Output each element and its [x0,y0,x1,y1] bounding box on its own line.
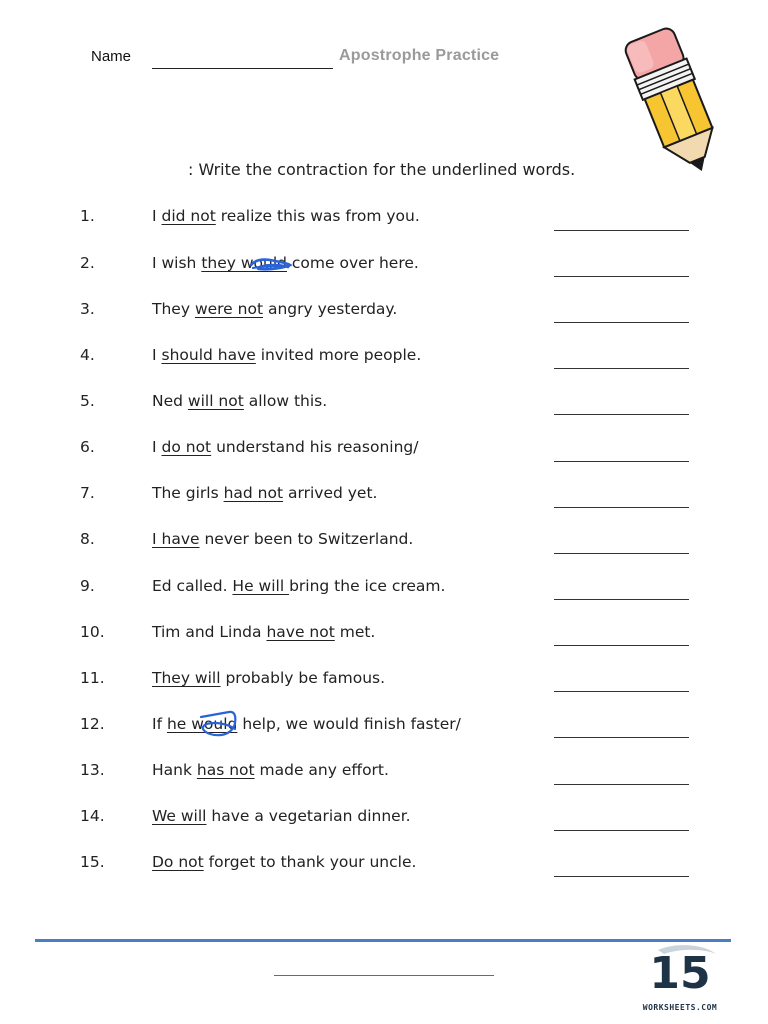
question-number: 4. [80,346,95,364]
name-label: Name [91,48,132,65]
question-text-before: I [152,346,162,364]
question-text-before: The girls [152,484,224,502]
question-text-after: realize this was from you. [215,207,420,225]
question-text-before: Tim and Linda [152,623,267,641]
underlined-words: did not [161,207,216,225]
underlined-words: has not [196,761,255,779]
footer-link-line[interactable] [274,975,494,976]
question-text-before: Ed called. [152,577,233,595]
question-text-before: I [152,207,162,225]
answer-line[interactable] [554,784,689,785]
worksheet-title: Apostrophe Practice [339,47,500,64]
underlined-words: they would [201,254,287,272]
question-number: 14. [80,807,105,825]
underlined-words: I have [152,530,200,548]
answer-line[interactable] [554,691,689,692]
question-number: 6. [80,438,95,456]
question-text-after: forget to thank your uncle. [203,853,417,871]
answer-line[interactable] [554,599,689,600]
question-text-after: allow this. [243,392,328,410]
question-number: 9. [80,577,95,595]
question-text-after: never been to Switzerland. [199,530,414,548]
answer-line[interactable] [554,276,689,277]
answer-line[interactable] [554,645,689,646]
answer-line[interactable] [554,414,689,415]
answer-line[interactable] [554,830,689,831]
question-text [152,392,542,410]
question-number: 1. [80,207,95,225]
worksheets-logo [636,944,726,1014]
question-number: 15. [80,853,105,871]
question-text-after: probably be famous. [220,669,386,687]
answer-line[interactable] [554,368,689,369]
question-text [152,438,542,456]
answer-line[interactable] [554,737,689,738]
underlined-words: Do not [152,853,204,871]
instructions-text: : Write the contraction for the underlined words. [188,160,576,179]
question-text [152,530,542,548]
question-text-after: met. [334,623,376,641]
answer-line[interactable] [554,461,689,462]
question-text [152,300,542,318]
underlined-words: We will [152,807,207,825]
footer-rule [35,939,731,942]
underlined-words: do not [161,438,212,456]
question-number: 12. [80,715,105,733]
question-text [152,807,542,825]
underlined-words: he would [166,715,238,733]
question-number: 5. [80,392,95,410]
underlined-words: should have [161,346,256,364]
underlined-words: He will [232,577,290,595]
answer-line[interactable] [554,876,689,877]
question-text [152,669,542,687]
question-text-after: arrived yet. [283,484,378,502]
question-text-before: They [152,300,195,318]
question-text-before: Ned [152,392,188,410]
question-text-after: have a vegetarian dinner. [206,807,411,825]
question-number: 3. [80,300,95,318]
question-text-after: come over here. [286,254,419,272]
question-text [152,254,542,272]
question-text [152,623,542,641]
underlined-words: had not [223,484,284,502]
question-text [152,577,542,595]
question-text-before: If [152,715,167,733]
answer-line[interactable] [554,507,689,508]
question-number: 13. [80,761,105,779]
question-number: 11. [80,669,105,687]
logo-caption: WORKSHEETS.COM [642,1003,718,1012]
question-text-after: angry yesterday. [263,300,398,318]
question-text [152,207,542,225]
question-text-before: I [152,438,162,456]
pencil-icon [620,22,730,182]
question-number: 2. [80,254,95,272]
question-text [152,761,542,779]
question-text-after: invited more people. [255,346,422,364]
underlined-words: were not [194,300,264,318]
question-text-after: help, we would finish faster/ [237,715,461,733]
question-text-before: I wish [152,254,202,272]
underlined-words: will not [187,392,244,410]
question-text-after: bring the ice cream. [289,577,446,595]
answer-line[interactable] [554,230,689,231]
question-text-before: Hank [152,761,197,779]
question-number: 7. [80,484,95,502]
question-text-after: understand his reasoning/ [211,438,419,456]
question-number: 8. [80,530,95,548]
underlined-words: have not [266,623,335,641]
question-text [152,853,542,871]
question-number: 10. [80,623,105,641]
question-text [152,346,542,364]
underlined-words: They will [152,669,221,687]
answer-line[interactable] [554,322,689,323]
logo-number: 15 [649,948,711,999]
name-field-line[interactable] [152,68,333,69]
question-text-after: made any effort. [254,761,389,779]
answer-line[interactable] [554,553,689,554]
question-text [152,715,542,733]
question-text [152,484,542,502]
